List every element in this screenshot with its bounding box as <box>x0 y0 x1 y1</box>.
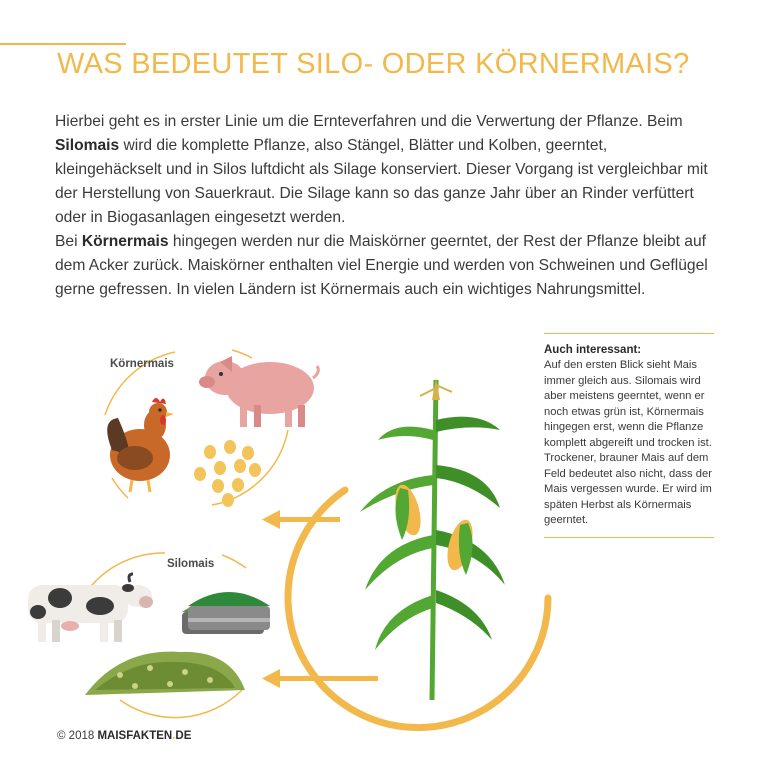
pig-illustration <box>199 356 318 427</box>
sidebox-heading: Auch interessant: <box>544 344 642 356</box>
intro-p1-text-a: Hierbei geht es in erster Linie um die Ernteverfahren und die Verwertung der Pflanze. Beim <box>55 113 683 130</box>
intro-p2-text-c: hingegen werden nur die Maiskörner geerntet, der Rest der Pflanze bleibt auf dem Acker zurück. Maiskörner enthalten viel Energie und werden von Schweinen und Geflügel gerne gefressen. In vielen Ländern ist Körnermais auch ein wichtiges Nahrungsmittel. <box>55 233 708 298</box>
arrow-left-icon <box>262 510 340 529</box>
corn-kernels-illustration <box>194 440 261 507</box>
intro-p1-bold-silomais: Silomais <box>55 137 120 154</box>
chicken-illustration <box>107 398 174 492</box>
silage-pile-illustration <box>85 652 245 695</box>
intro-p2-bold-koernermais: Körnermais <box>81 233 169 250</box>
cow-illustration <box>28 574 153 642</box>
footer-brand: MAISFAKTEN <box>97 730 173 742</box>
footer-copyright: © 2018 <box>57 730 95 742</box>
intro-p2-text-a: Bei <box>55 233 82 250</box>
sidebox-text: Auf den ersten Blick sieht Mais immer gleich aus. Silomais wird aber meistens geerntet, wenn er noch etwas grün ist, Körnermais hingegen erst, wenn die Pflanze komplett abgereift und trocken ist. Trockener, brauner Mais auf dem Feld bedeutet also nicht, dass der Mais vergessen wurde. Er wird im späten Herbst als Körnermais geerntet. <box>544 359 712 526</box>
footer-brand-tld: DE <box>175 730 192 742</box>
label-koernermais: Körnermais <box>110 358 174 370</box>
intro-p1-text-c: wird die komplette Pflanze, also Stängel, Blätter und Kolben, geerntet, kleingehäckselt und in Silos luftdicht als Silage konserviert. Dieser Vorgang ist vergleichbar mit der Herstellung von Sauerkraut. Die Silage kann so das ganze Jahr über an Rinder verfüttert oder in Biogasanlagen eingesetzt werden. <box>55 137 708 226</box>
page-title: WAS BEDEUTET SILO- ODER KÖRNERMAIS? <box>57 48 690 80</box>
footer <box>57 730 191 742</box>
label-silomais: Silomais <box>167 558 215 570</box>
maize-plant-illustration <box>360 378 505 700</box>
biogas-plant-illustration <box>182 592 270 634</box>
footer-brand-dot: . <box>172 730 176 742</box>
